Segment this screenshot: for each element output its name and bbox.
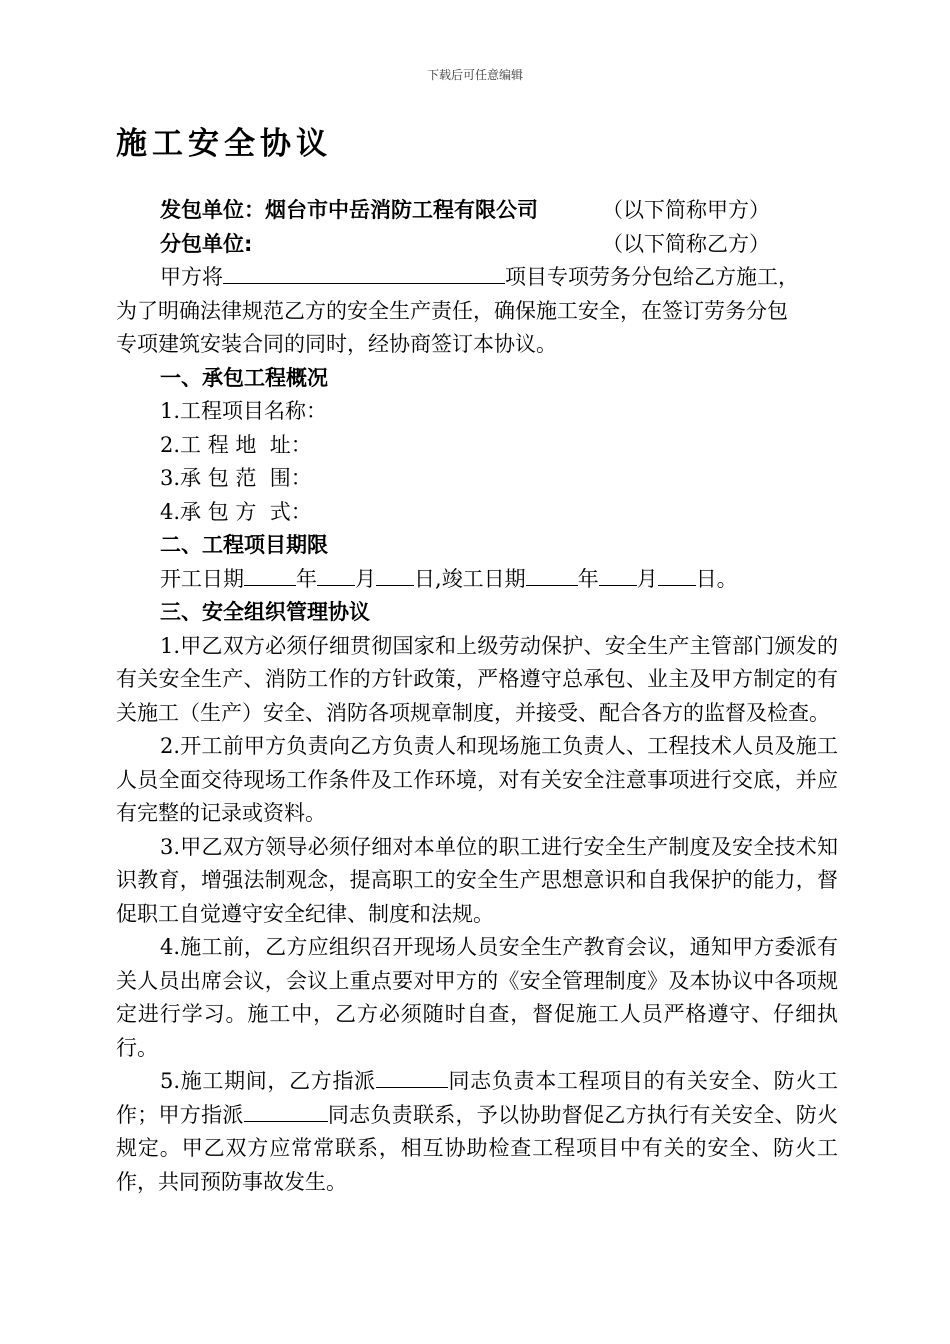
- contractor-label: 发包单位：: [160, 198, 265, 222]
- p5-part-c: 同志负责联系，予以协助督促乙方执行有关安全、防火规定。甲乙双方应常常联系，相互协助检查工程项目中有关的安全、防火工作，共同预防事故发生。: [116, 1102, 839, 1194]
- end-month-blank[interactable]: [599, 563, 637, 586]
- header-note: 下载后可任意编辑: [426, 68, 523, 82]
- end-day-blank[interactable]: [658, 563, 696, 586]
- intro-line-1: [116, 261, 838, 295]
- section1-item-project-name: 1.工程项目名称：: [160, 399, 328, 423]
- section2-dates-line: [116, 563, 838, 597]
- project-name-blank[interactable]: [223, 261, 505, 284]
- intro-line-2: 为了明确法律规范乙方的安全生产责任，确保施工安全，在签订劳务分包: [116, 298, 788, 323]
- start-day-blank[interactable]: [376, 563, 414, 586]
- document-body: [116, 194, 838, 1199]
- contractor-name: 烟台市中岳消防工程有限公司: [265, 198, 538, 222]
- end-year-unit: 年: [577, 566, 599, 591]
- party-a-person-blank[interactable]: [244, 1099, 328, 1122]
- start-month-blank[interactable]: [317, 563, 355, 586]
- section1-item-method: 4.承 包 方 式：: [160, 499, 312, 524]
- end-day-unit: 日。: [695, 566, 738, 591]
- start-month-unit: 月: [355, 566, 376, 591]
- start-date-label: 开工日期: [160, 566, 244, 591]
- start-day-unit: 日,: [414, 566, 442, 591]
- contractor-note: （以下简称甲方）: [602, 198, 770, 222]
- section3-paragraph-3: 3.甲乙双方领导必须仔细对本单位的职工进行安全生产制度及安全技术知识教育，增强法制观念，提高职工的安全生产思想意识和自我保护的能力，督促职工自觉遵守安全纪律、制度和法规。: [116, 834, 838, 926]
- intro-part1: 甲方将: [160, 265, 223, 289]
- subcontractor-line: [116, 228, 838, 262]
- p5-part-a: 5.施工期间，乙方指派: [160, 1069, 376, 1093]
- end-month-unit: 月: [636, 566, 658, 591]
- p5-part-b: 同志负责本工程项目的有关安全、防火工作；甲方指派: [116, 1069, 838, 1127]
- section3-heading: 三、安全组织管理协议: [160, 600, 370, 624]
- document-title: 施工安全协议: [116, 126, 332, 162]
- section3-paragraph-4: 4.施工前，乙方应组织召开现场人员安全生产教育会议，通知甲方委派有关人员出席会议，会议上重点要对甲方的《安全管理制度》及本协议中各项规定进行学习。施工中，乙方必须随时自查，督促施工人员严格遵守、仔细执行。: [116, 935, 838, 1060]
- subcontractor-label: 分包单位:: [160, 231, 253, 256]
- section1-heading: 一、承包工程概况: [160, 365, 328, 390]
- end-year-blank[interactable]: [526, 563, 578, 586]
- section1-item-address: 2.工 程 地 址：: [160, 432, 312, 457]
- section3-paragraph-5: [116, 1065, 838, 1199]
- section3-paragraph-1: 1.甲乙双方必须仔细贯彻国家和上级劳动保护、安全生产主管部门颁发的有关安全生产、消防工作的方针政策，严格遵守总承包、业主及甲方制定的有关施工（生产）安全、消防各项规章制度，并接受、配合各方的监督及检查。: [116, 633, 838, 725]
- subcontractor-note: （以下简称乙方）: [602, 231, 770, 256]
- section1-item-scope: 3.承 包 范 围：: [160, 466, 312, 490]
- start-year-unit: 年: [296, 566, 317, 591]
- section3-paragraph-2: 2.开工前甲方负责向乙方负责人和现场施工负责人、工程技术人员及施工人员全面交待现场工作条件及工作环境，对有关安全注意事项进行交底，并应有完整的记录或资料。: [116, 734, 838, 825]
- start-year-blank[interactable]: [244, 563, 296, 586]
- contractor-line: [116, 194, 838, 228]
- party-b-person-blank[interactable]: [376, 1065, 448, 1088]
- end-date-label: 竣工日期: [441, 566, 526, 591]
- section2-heading: 二、工程项目期限: [160, 533, 328, 557]
- intro-part2: 项目专项劳务分包给乙方施工，: [505, 265, 799, 289]
- intro-line-3: 专项建筑安装合同的同时，经协商签订本协议。: [116, 332, 557, 356]
